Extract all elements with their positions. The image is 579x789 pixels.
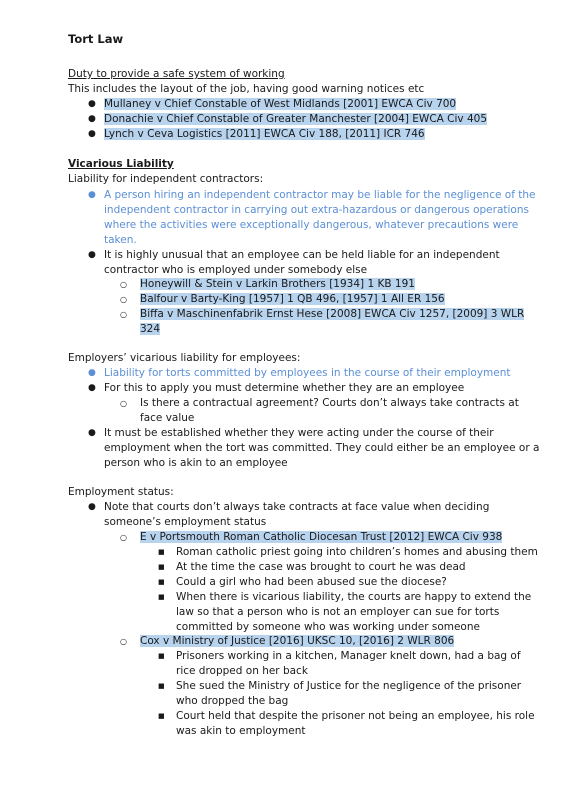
bullet-icon: ● <box>88 428 96 438</box>
bullet-icon: ● <box>88 99 96 109</box>
case-citation: Lynch v Ceva Logistics [2011] EWCA Civ 188, [2011] ICR 746 <box>104 128 425 140</box>
paragraph-line: taken. <box>104 234 137 246</box>
paragraph-line: When there is vicarious liability, the courts are happy to extend the <box>176 591 532 603</box>
paragraph-line: contractor who is employed under somebody else <box>104 264 368 276</box>
circle-bullet-icon: ○ <box>120 533 127 542</box>
case-citation: E v Portsmouth Roman Catholic Diocesan Trust [2012] EWCA Civ 938 <box>140 531 503 543</box>
paragraph-line: employment when the tort was committed. They could either be an employee or a <box>104 442 540 454</box>
paragraph-line: It must be established whether they were acting under the course of their <box>104 427 494 439</box>
circle-bullet-icon: ○ <box>120 310 127 319</box>
bullet-icon: ● <box>88 250 96 260</box>
paragraph-line: For this to apply you must determine whether they are an employee <box>104 382 465 394</box>
paragraph-line: She sued the Ministry of Justice for the negligence of the prisoner <box>176 680 522 692</box>
bullet-icon: ● <box>88 383 96 393</box>
bullet-icon: ● <box>88 114 96 124</box>
square-bullet-icon: ■ <box>158 578 165 586</box>
square-bullet-icon: ■ <box>158 712 165 720</box>
circle-bullet-icon: ○ <box>120 637 127 646</box>
paragraph-line: It is highly unusual that an employee can be held liable for an independent <box>104 249 500 261</box>
subheading-independent-contractors: Liability for independent contractors: <box>68 173 264 185</box>
case-citation: Balfour v Barty-King [1957] 1 QB 496, [1957] 1 All ER 156 <box>140 293 445 305</box>
case-citation: Cox v Ministry of Justice [2016] UKSC 10, [2016] 2 WLR 806 <box>140 635 455 647</box>
case-citation: 324 <box>140 323 161 335</box>
case-citation: Biffa v Maschinenfabrik Ernst Hese [2008] EWCA Civ 1257, [2009] 3 WLR <box>140 308 525 320</box>
bullet-icon: ● <box>88 190 96 200</box>
case-citation: Donachie v Chief Constable of Greater Manchester [2004] EWCA Civ 405 <box>104 113 488 125</box>
case-citation: Mullaney v Chief Constable of West Midlands [2001] EWCA Civ 700 <box>104 98 457 110</box>
paragraph-line: someone’s employment status <box>104 516 267 528</box>
square-bullet-icon: ■ <box>158 652 165 660</box>
paragraph-line: Liability for torts committed by employees in the course of their employment <box>104 367 511 379</box>
circle-bullet-icon: ○ <box>120 295 127 304</box>
circle-bullet-icon: ○ <box>120 399 127 408</box>
paragraph-line: where the activities were exceptionally dangerous, whatever precautions were <box>104 219 519 231</box>
paragraph-line: face value <box>140 412 195 424</box>
square-bullet-icon: ■ <box>158 593 165 601</box>
subheading-employment-status: Employment status: <box>68 486 174 498</box>
section-heading-vicarious-liability: Vicarious Liability <box>68 158 174 170</box>
page-title: Tort Law <box>68 32 124 46</box>
paragraph-line: rice dropped on her back <box>176 665 308 677</box>
paragraph-line: committed by someone who was working under someone <box>176 621 480 633</box>
bullet-icon: ● <box>88 502 96 512</box>
section-intro: This includes the layout of the job, having good warning notices etc <box>68 83 425 95</box>
paragraph-line: Is there a contractual agreement? Courts don’t always take contracts at <box>140 397 519 409</box>
paragraph-line: who dropped the bag <box>176 695 289 707</box>
bullet-icon: ● <box>88 368 96 378</box>
paragraph-line: was akin to employment <box>176 725 306 737</box>
square-bullet-icon: ■ <box>158 548 165 556</box>
section-heading-safe-system: Duty to provide a safe system of working <box>68 68 285 80</box>
paragraph-line: Note that courts don’t always take contracts at face value when deciding <box>104 501 490 513</box>
square-bullet-icon: ■ <box>158 682 165 690</box>
subheading-employers-liability: Employers’ vicarious liability for employees: <box>68 352 301 364</box>
paragraph-line: Court held that despite the prisoner not being an employee, his role <box>176 710 535 722</box>
paragraph-line: law so that a person who is not an employer can sue for torts <box>176 606 500 618</box>
paragraph-line: Roman catholic priest going into children’s homes and abusing them <box>176 546 538 558</box>
bullet-icon: ● <box>88 129 96 139</box>
paragraph-line: At the time the case was brought to court he was dead <box>176 561 466 573</box>
paragraph-line: Prisoners working in a kitchen, Manager knelt down, had a bag of <box>176 650 521 662</box>
paragraph-line: person who is akin to an employee <box>104 457 288 469</box>
square-bullet-icon: ■ <box>158 563 165 571</box>
paragraph-line: Could a girl who had been abused sue the diocese? <box>176 576 447 588</box>
paragraph-line: A person hiring an independent contractor may be liable for the negligence of the <box>104 189 536 201</box>
paragraph-line: independent contractor in carrying out extra-hazardous or dangerous operations <box>104 204 529 216</box>
circle-bullet-icon: ○ <box>120 280 127 289</box>
case-citation: Honeywill & Stein v Larkin Brothers [1934] 1 KB 191 <box>140 278 415 290</box>
